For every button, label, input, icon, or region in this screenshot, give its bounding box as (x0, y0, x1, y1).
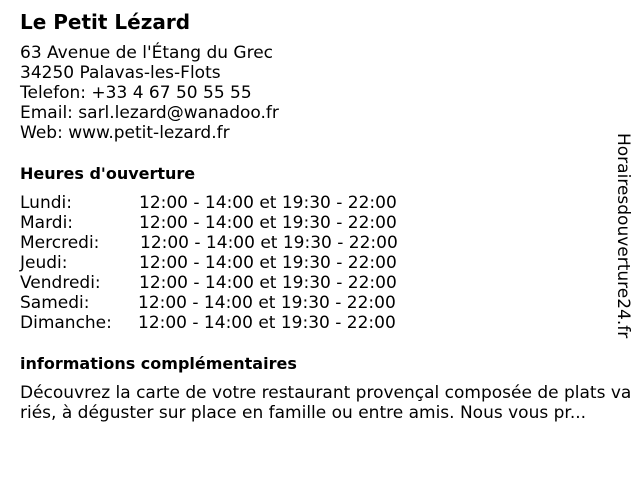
time-range: 12:00 - 14:00 et 19:30 - 22:00 (139, 253, 397, 273)
contact-block (20, 43, 279, 143)
restaurant-description: Découvrez la carte de votre restaurant provençal composée de plats variés, à déguster sur place en famille ou entre amis. Nous vous pr... (20, 383, 632, 423)
day-label: Mardi: (20, 213, 74, 233)
day-label: Jeudi: (20, 253, 68, 273)
day-label: Lundi: (20, 193, 72, 213)
day-label: Dimanche: (20, 313, 112, 333)
day-label: Mercredi: (20, 233, 100, 253)
day-label: Samedi: (20, 293, 90, 313)
time-range: 12:00 - 14:00 et 19:30 - 22:00 (140, 233, 398, 253)
email-line: Email: sarl.lezard@wanadoo.fr (20, 103, 279, 123)
time-range: 12:00 - 14:00 et 19:30 - 22:00 (138, 313, 396, 333)
day-label: Vendredi: (20, 273, 101, 293)
site-watermark: Horairesdouverture24.fr (613, 133, 633, 339)
opening-hours-heading: Heures d'ouverture (20, 164, 196, 183)
time-range: 12:00 - 14:00 et 19:30 - 22:00 (138, 293, 396, 313)
time-range: 12:00 - 14:00 et 19:30 - 22:00 (139, 273, 397, 293)
web-line: Web: www.petit-lezard.fr (20, 123, 230, 143)
address-street: 63 Avenue de l'Étang du Grec (20, 43, 274, 63)
additional-info-heading: informations complémentaires (20, 354, 297, 373)
time-range: 12:00 - 14:00 et 19:30 - 22:00 (139, 213, 397, 233)
time-range: 12:00 - 14:00 et 19:30 - 22:00 (139, 193, 397, 213)
business-name: Le Petit Lézard (20, 10, 191, 34)
address-city: 34250 Palavas-les-Flots (20, 63, 221, 83)
phone-line: Telefon: +33 4 67 50 55 55 (20, 83, 252, 103)
